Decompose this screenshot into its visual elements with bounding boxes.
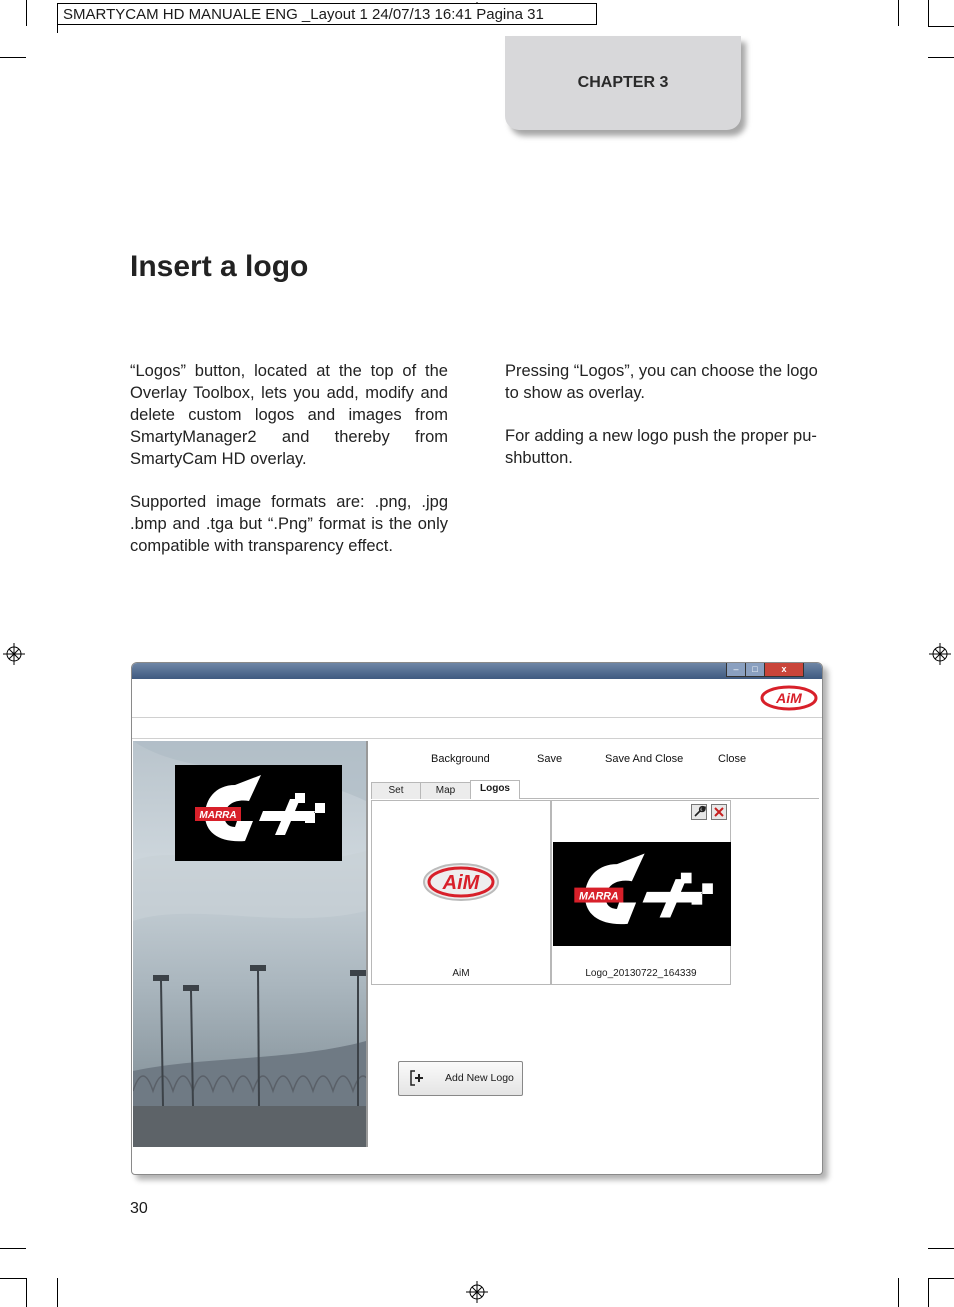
right-column (505, 360, 823, 490)
crop-mark (928, 1278, 929, 1307)
crop-mark (898, 0, 899, 26)
paragraph: Supported image formats are: .png, .jpg .bmp and .tga but “.Png” format is the only compatible with transparency effect. (130, 493, 448, 555)
paragraph: For adding a new logo push the proper pu-shbutton. (505, 427, 817, 467)
registration-mark-icon (466, 1281, 488, 1303)
tab-set[interactable]: Set (371, 782, 421, 799)
chapter-tab (505, 36, 741, 130)
menu-close[interactable]: Close (718, 753, 747, 765)
maximize-button[interactable]: □ (745, 663, 765, 677)
svg-text:AiM: AiM (776, 690, 802, 706)
paragraph: “Logos” button, located at the top of the Overlay Toolbox, lets you add, modify and delete custom logos and images from SmartyManager2 and thereby from SmartyCam HD overlay. (130, 362, 448, 468)
close-icon (712, 805, 726, 819)
wrench-icon (692, 805, 706, 819)
video-preview (133, 741, 368, 1147)
crop-mark (928, 26, 954, 27)
add-logo-icon (409, 1070, 425, 1086)
svg-text:MARRA: MARRA (199, 810, 237, 821)
crop-mark (0, 1248, 26, 1249)
tab-bar (371, 780, 819, 799)
paragraph: Pressing “Logos”, you can choose the logo to show as overlay. (505, 362, 818, 402)
tab-logos[interactable]: Logos (470, 780, 520, 799)
chapter-label: CHAPTER 3 (577, 74, 669, 91)
title-bar (132, 663, 822, 679)
logos-window-screenshot (131, 662, 823, 1175)
add-new-logo-button[interactable] (398, 1061, 523, 1096)
add-new-logo-label: Add New Logo (445, 1072, 514, 1084)
registration-mark-icon (929, 643, 951, 665)
logo-card-aim[interactable] (371, 800, 551, 985)
app-toolbar (132, 679, 822, 718)
logo-card-label: Logo_20130722_164339 (585, 968, 697, 979)
crop-mark (57, 25, 58, 33)
registration-mark-icon (3, 643, 25, 665)
tab-map[interactable]: Map (420, 782, 471, 799)
menu-background[interactable]: Background (431, 753, 490, 765)
crop-mark (0, 1278, 26, 1279)
crop-mark (26, 0, 27, 26)
crop-mark (57, 1278, 58, 1307)
page-title: Insert a logo (130, 250, 309, 283)
menu-save-and-close[interactable]: Save And Close (605, 753, 684, 765)
custom-logo-thumbnail (553, 842, 731, 946)
delete-logo-button[interactable] (711, 804, 727, 820)
overlay-logo-preview (175, 765, 342, 861)
print-slug: SMARTYCAM HD MANUALE ENG _Layout 1 24/07/13 16:41 Pagina 31 (57, 3, 597, 25)
left-column (130, 360, 448, 578)
close-window-button[interactable]: x (764, 663, 804, 677)
svg-text:MARRA: MARRA (579, 890, 619, 903)
crop-mark (26, 1278, 27, 1307)
status-strip (132, 718, 822, 739)
crop-mark (928, 1278, 954, 1279)
crop-mark (898, 1278, 899, 1307)
minimize-button[interactable]: – (726, 663, 746, 677)
logo-card-label: AiM (452, 968, 470, 979)
crop-mark (928, 1248, 954, 1249)
menu-save[interactable]: Save (537, 753, 563, 765)
aim-logo-icon (421, 861, 501, 903)
crop-mark (928, 0, 929, 26)
aim-logo-icon (760, 685, 818, 711)
page-number: 30 (130, 1200, 148, 1217)
crop-mark (0, 57, 26, 58)
crop-mark (928, 57, 954, 58)
logo-card-custom[interactable] (551, 800, 731, 985)
svg-text:AiM: AiM (442, 872, 480, 894)
edit-logo-button[interactable] (691, 804, 707, 820)
